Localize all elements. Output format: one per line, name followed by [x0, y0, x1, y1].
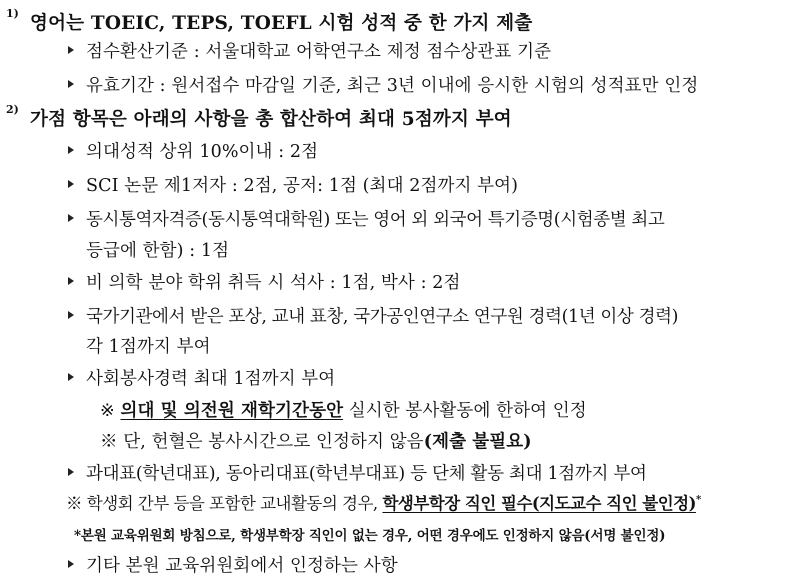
- section1-item-2: 유효기간 : 원서접수 마감일 기준, 최근 3년 이내에 응시한 시험의 성적표만 인정: [86, 76, 699, 96]
- section2-item-4: 비 의학 분야 학위 취득 시 석사 : 1점, 박사 : 2점: [86, 273, 461, 293]
- bullet-arrow-icon: [68, 560, 74, 568]
- bullet-arrow-icon: [68, 468, 74, 476]
- bullet-arrow-icon: [68, 311, 74, 319]
- bullet-arrow-icon: [68, 277, 74, 285]
- note-mark: ※: [100, 432, 118, 452]
- note2-emphasis: (제출 불필요): [423, 432, 532, 452]
- bullet-arrow-icon: [68, 180, 74, 188]
- section2-item-1: 의대성적 상위 10%이내 : 2점: [86, 142, 319, 162]
- bullet-arrow-icon: [68, 146, 74, 154]
- section2-item-3-cont: 등급에 한함) : 1점: [86, 241, 230, 261]
- section2-item-6: 사회봉사경력 최대 1점까지 부여: [86, 369, 336, 389]
- note3-emphasis: 학생부학장 직인 필수(지도교수 직인 불인정): [382, 494, 696, 513]
- note1-emphasis: 의대 및 의전원 재학기간동안: [120, 401, 344, 421]
- section2-item-5-cont: 각 1점까지 부여: [86, 337, 211, 357]
- bullet-arrow-icon: [68, 46, 74, 54]
- bullet-arrow-icon: [68, 80, 74, 88]
- council-note: [66, 490, 701, 514]
- section1-heading: 영어는 TOEIC, TEPS, TOEFL 시험 성적 중 한 가지 제출: [30, 13, 533, 34]
- section2-item-8: 기타 본원 교육위원회에서 인정하는 사항: [86, 556, 398, 576]
- note3-text: 학생회 간부 등을 포함한 교내활동의 경우,: [86, 494, 383, 513]
- section1-item-1: 점수환산기준 : 서울대학교 어학연구소 제정 점수상관표 기준: [86, 42, 552, 62]
- section2-item-5: 국가기관에서 받은 포상, 교내 표창, 국가공인연구소 연구원 경력(1년 이상 경력): [86, 307, 679, 327]
- note-mark: ※: [100, 401, 115, 421]
- section2-item-7: 과대표(학년대표), 동아리대표(학년부대표) 등 단체 활동 최대 1점까지 부여: [86, 464, 647, 484]
- section2-heading: 가점 항목은 아래의 사항을 총 합산하여 최대 5점까지 부여: [30, 109, 512, 130]
- volunteer-note-2: [100, 428, 532, 453]
- bullet-arrow-icon: [68, 214, 74, 222]
- bullet-arrow-icon: [68, 373, 74, 381]
- note1-text: 실시한 봉사활동에 한하여 인정: [343, 401, 587, 421]
- note3-star: *: [695, 494, 701, 506]
- footnote: *본원 교육위원회 방침으로, 학생부학장 직인이 없는 경우, 어떤 경우에도 인정하지 않음(서명 불인정): [74, 528, 666, 544]
- note2-text: 단, 헌혈은 봉사시간으로 인정하지 않음: [123, 432, 424, 452]
- section2-item-3: 동시통역자격증(동시통역대학원) 또는 영어 외 외국어 특기증명(시험종별 최고: [86, 210, 665, 230]
- note-mark: ※: [66, 494, 82, 513]
- volunteer-note-1: [100, 397, 587, 422]
- section2-item-2: SCI 논문 제1저자 : 2점, 공저: 1점 (최대 2점까지 부여): [86, 176, 519, 196]
- section1-marker: 1): [6, 7, 19, 20]
- section2-marker: 2): [6, 103, 19, 116]
